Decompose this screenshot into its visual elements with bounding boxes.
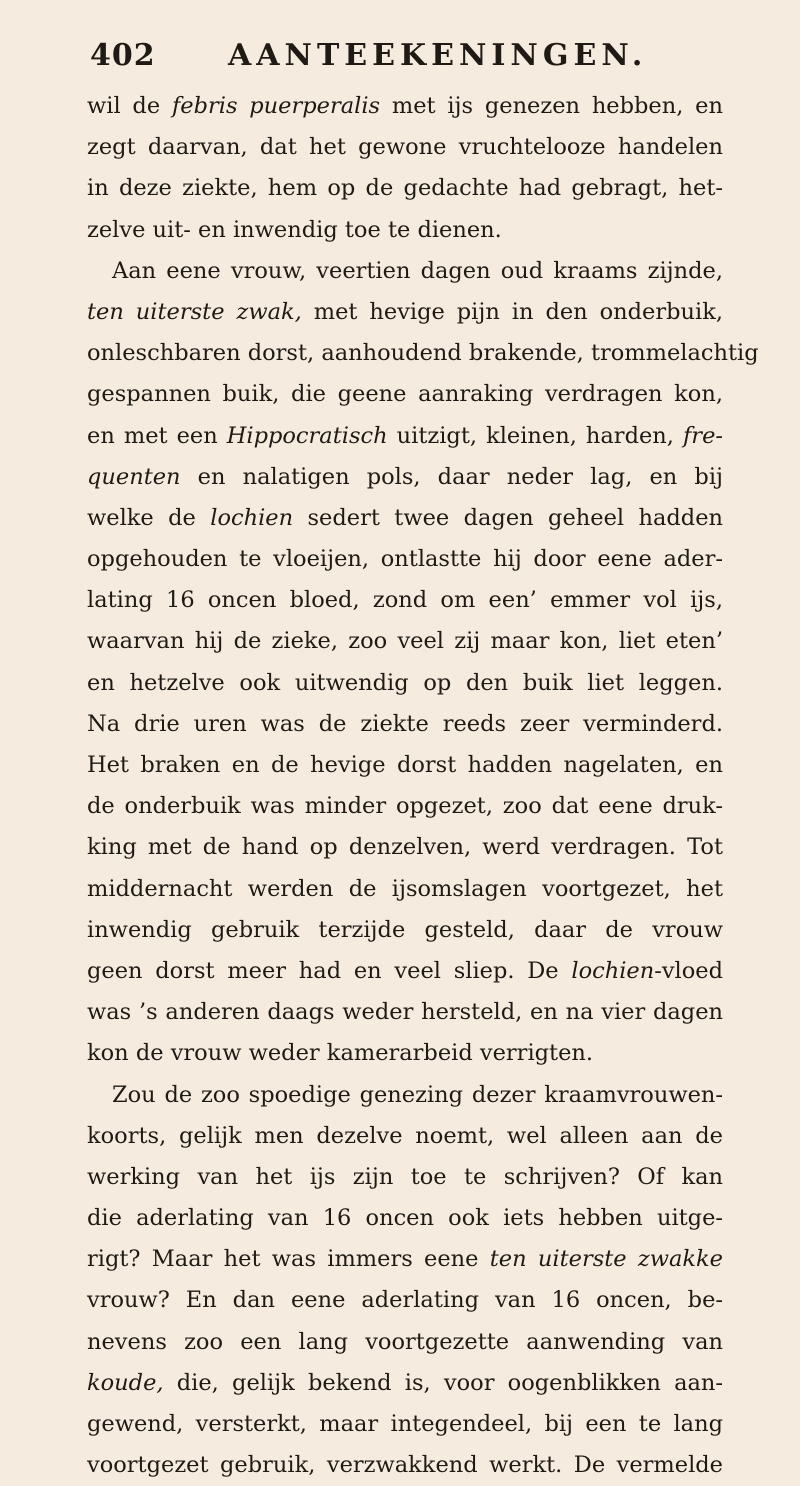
text-fragment: met hevige pijn in den onderbuik,: [301, 298, 723, 325]
text-fragment: febris puerperalis: [171, 93, 381, 119]
text-fragment: onleschbaren dorst, aanhoudend brakende, trommelachtig: [87, 340, 759, 367]
text-fragment: sedert twee dagen geheel hadden: [293, 504, 723, 531]
text-line: [87, 1322, 723, 1363]
text-line: [87, 86, 723, 127]
text-fragment: in deze ziekte, hem op de gedachte had gebragt, het-: [87, 175, 723, 202]
text-line: [87, 127, 723, 168]
text-fragment: vrouw? En dan eene aderlating van 16 oncen, be-: [87, 1287, 723, 1314]
text-line: [87, 457, 723, 498]
text-fragment: inwendig gebruik terzijde gesteld, daar de vrouw: [87, 916, 723, 943]
text-fragment: Zou de zoo spoedige genezing dezer kraamvrouwen-: [112, 1081, 723, 1108]
text-line: [87, 416, 723, 457]
text-line: [87, 1198, 723, 1239]
text-fragment: Het braken en de hevige dorst hadden nagelaten, en: [87, 752, 723, 778]
text-fragment: king met de hand op denzelven, werd verdragen. Tot: [87, 834, 723, 861]
text-line: [87, 539, 723, 580]
text-fragment: koorts, gelijk men dezelve noemt, wel alleen aan de: [87, 1122, 723, 1149]
text-line: [87, 251, 723, 292]
text-line: [87, 1280, 723, 1321]
text-fragment: Hippocratisch: [226, 422, 388, 449]
text-line: [87, 1239, 723, 1280]
text-line: [87, 498, 723, 539]
text-line: [87, 951, 723, 992]
text-line: [87, 168, 723, 209]
text-line: [87, 745, 723, 786]
text-fragment: zegt daarvan, dat het gewone vruchtelooze handelen: [87, 134, 723, 161]
text-line: [87, 704, 723, 745]
text-fragment: werking van het ijs zijn toe te schrijven? Of kan: [87, 1163, 723, 1190]
text-fragment: en hetzelve ook uitwendig op den buik liet leggen.: [87, 669, 723, 696]
text-fragment: lating 16 oncen bloed, zond om een’ emmer vol ijs,: [87, 587, 723, 614]
text-line: [87, 1033, 723, 1074]
text-fragment: was ’s anderen daags weder hersteld, en na vier dagen: [87, 999, 723, 1026]
text-fragment: -vloed: [654, 957, 723, 984]
page-header: [90, 38, 648, 84]
text-fragment: wil de: [87, 93, 172, 119]
text-fragment: koude,: [87, 1369, 164, 1396]
text-fragment: lochien: [571, 957, 655, 984]
text-line: [87, 374, 723, 415]
text-fragment: waarvan hij de zieke, zoo veel zij maar kon, liet eten’: [87, 628, 723, 655]
text-fragment: kon de vrouw weder kamerarbeid verrigten.: [87, 1040, 594, 1067]
text-fragment: quenten: [87, 463, 181, 490]
text-fragment: voortgezet gebruik, verzwakkend werkt. De vermelde: [87, 1452, 723, 1479]
text-line: [87, 992, 723, 1033]
text-fragment: ten uiterste zwakke: [489, 1246, 723, 1273]
text-fragment: welke de: [87, 504, 211, 531]
text-fragment: de onderbuik was minder opgezet, zoo dat eene druk-: [87, 793, 723, 820]
text-line: [87, 1157, 723, 1198]
text-fragment: zelve uit- en inwendig toe te dienen.: [87, 216, 502, 243]
running-title: AANTEEKENINGEN.: [228, 38, 648, 73]
text-fragment: gespannen buik, die geene aanraking verdragen kon,: [87, 381, 723, 408]
body-text: [87, 86, 759, 1486]
text-line: [87, 1075, 723, 1116]
text-fragment: geen dorst meer had en veel sliep. De: [87, 957, 572, 984]
text-fragment: Aan eene vrouw, veertien dagen oud kraams zijnde,: [112, 257, 723, 284]
text-fragment: lochien: [210, 504, 294, 531]
text-fragment: uitzigt, kleinen, harden,: [387, 422, 683, 449]
text-line: [87, 786, 723, 827]
text-line: [87, 1404, 723, 1445]
text-line: [87, 580, 723, 621]
text-fragment: opgehouden te vloeijen, ontlastte hij door eene ader-: [87, 546, 723, 573]
text-line: [87, 621, 723, 662]
text-line: [87, 1363, 723, 1404]
page-number: 402: [90, 38, 156, 73]
text-fragment: en met een: [87, 422, 227, 449]
text-line: [87, 910, 723, 951]
text-line: [87, 210, 723, 251]
text-fragment: die aderlating van 16 oncen ook iets hebben uitge-: [87, 1205, 723, 1232]
text-line: [87, 1116, 723, 1157]
text-line: [87, 292, 723, 333]
text-fragment: middernacht werden de ijsomslagen voortgezet, het: [87, 875, 723, 902]
text-line: [87, 1445, 723, 1486]
text-fragment: rigt? Maar het was immers eene: [87, 1246, 490, 1273]
text-fragment: nevens zoo een lang voortgezette aanwending van: [87, 1328, 723, 1355]
text-fragment: ten uiterste zwak,: [87, 298, 302, 325]
text-line: [87, 333, 759, 374]
text-fragment: en nalatigen pols, daar neder lag, en bij: [180, 463, 723, 490]
text-fragment: fre-: [682, 422, 723, 449]
text-line: [87, 827, 723, 868]
text-fragment: die, gelijk bekend is, voor oogenblikken aan-: [163, 1369, 723, 1396]
text-fragment: Na drie uren was de ziekte reeds zeer verminderd.: [87, 710, 723, 737]
text-line: [87, 869, 723, 910]
text-fragment: met ijs genezen hebben, en: [380, 93, 723, 119]
text-line: [87, 663, 723, 704]
text-fragment: gewend, versterkt, maar integendeel, bij een te lang: [87, 1411, 723, 1437]
